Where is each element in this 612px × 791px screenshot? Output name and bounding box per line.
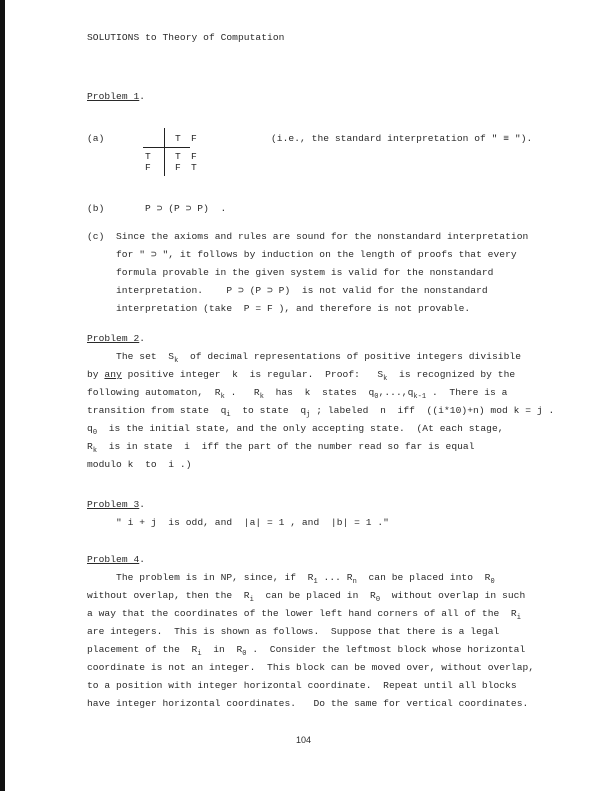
problem-4-heading: Problem 4. bbox=[87, 554, 146, 565]
part-a-label: (a) bbox=[87, 133, 105, 144]
problem-2-line: by any positive integer k is regular. Proof: $S_k$ is recognized by the bbox=[87, 369, 516, 383]
part-c-line: interpretation. P ⊃ (P ⊃ P) is not valid for the nonstandard bbox=[116, 285, 488, 296]
problem-4-line: have integer horizontal coordinates. Do the same for vertical coordinates. bbox=[87, 698, 529, 709]
problem-2-line: modulo k to i .) bbox=[87, 459, 192, 470]
problem-2-line: transition from state $q_i$ to state $q_j$ ; labeled n iff ((i*10)+n) mod k = j . bbox=[87, 405, 555, 419]
part-c-label: (c) bbox=[87, 231, 105, 242]
part-c-line: for " ⊃ ", it follows by induction on the length of proofs that every bbox=[116, 249, 517, 260]
problem-4-line: placement of the $R_i$ in $R_0$ . Consider the leftmost block whose horizontal bbox=[87, 644, 526, 658]
page-number: 104 bbox=[296, 735, 312, 745]
problem-4-line: The problem is in NP, since, if $R_1$ ... $R_n$ can be placed into $R_0$ bbox=[87, 572, 495, 586]
problem-4-line: without overlap, then the $R_i$ can be placed in $R_0$ without overlap in such bbox=[87, 590, 526, 604]
problem-4-line: a way that the coordinates of the lower left hand corners of all of the $R_i$ bbox=[87, 608, 521, 622]
part-a-note: (i.e., the standard interpretation of " ≡ "). bbox=[271, 133, 533, 144]
part-c-line: formula provable in the given system is valid for the nonstandard bbox=[116, 267, 494, 278]
part-c-line: Since the axioms and rules are sound for the nonstandard interpretation bbox=[116, 231, 529, 242]
scan-edge bbox=[0, 0, 5, 791]
problem-2-line: following automaton, $R_k$ . $R_k$ has k states $q_0,...,q_{k-1}$ . There is a bbox=[87, 387, 508, 401]
part-c-line: interpretation (take P = F ), and therefore is not provable. bbox=[116, 303, 471, 314]
problem-1-heading: Problem 1. bbox=[87, 91, 146, 102]
problem-4-line: coordinate is not an integer. This block can be moved over, without overlap, bbox=[87, 662, 535, 673]
problem-2-line: The set $S_k$ of decimal representations of positive integers divisible bbox=[87, 351, 521, 365]
problem-3-text: " i + j is odd, and |a| = 1 , and |b| = 1 ." bbox=[87, 517, 389, 528]
problem-2-line: $q_0$ is the initial state, and the only accepting state. (At each stage, bbox=[87, 423, 504, 437]
part-b-label: (b) bbox=[87, 203, 105, 214]
problem-2-heading: Problem 2. bbox=[87, 333, 146, 344]
problem-2-line: $R_k$ is in state i iff the part of the number read so far is equal bbox=[87, 441, 475, 455]
problem-4-line: are integers. This is shown as follows. Suppose that there is a legal bbox=[87, 626, 500, 637]
problem-4-line: to a position with integer horizontal coordinate. Repeat until all blocks bbox=[87, 680, 517, 691]
running-header: SOLUTIONS to Theory of Computation bbox=[87, 32, 285, 43]
problem-3-heading: Problem 3. bbox=[87, 499, 146, 510]
part-b-formula: P ⊃ (P ⊃ P) . bbox=[145, 203, 227, 214]
